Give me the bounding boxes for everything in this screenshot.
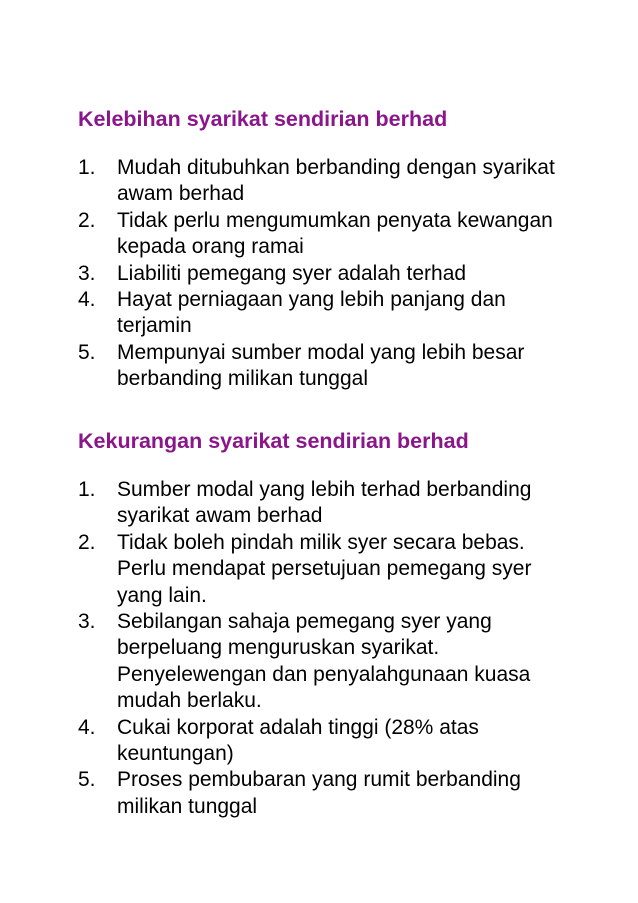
item-text: Liabiliti pemegang syer adalah terhad: [117, 261, 467, 285]
item-number: 2.: [78, 530, 96, 554]
list-item: [78, 155, 578, 208]
advantages-section: [78, 104, 578, 393]
item-text: Hayat perniagaan yang lebih panjang dan terjamin: [117, 288, 506, 338]
list-item: [78, 767, 578, 820]
item-text: Mudah ditubuhkan berbanding dengan syarikat awam berhad: [117, 156, 555, 206]
disadvantages-section: [78, 426, 578, 820]
item-number: 3.: [78, 261, 96, 285]
item-number: 5.: [78, 340, 96, 364]
item-text: Tidak perlu mengumumkan penyata kewangan kepada orang ramai: [117, 208, 553, 259]
advantages-heading: Kelebihan syarikat sendirian berhad: [78, 107, 448, 131]
list-item: [78, 287, 578, 340]
disadvantages-heading: Kekurangan syarikat sendirian berhad: [78, 429, 469, 453]
item-number: 4.: [78, 715, 96, 739]
item-number: 3.: [78, 610, 96, 634]
item-number: 2.: [78, 208, 96, 232]
item-number: 1.: [78, 478, 96, 501]
item-number: 5.: [78, 768, 96, 792]
disadvantages-list: [78, 477, 578, 820]
list-item: [78, 340, 578, 393]
item-text: Sumber modal yang lebih terhad berbanding syarikat awam berhad: [117, 478, 532, 528]
item-text: Tidak boleh pindah milik syer secara bebas. Perlu mendapat persetujuan pemegang syer yang lain.: [117, 530, 532, 607]
list-item: [78, 208, 578, 261]
item-text: Proses pembubaran yang rumit berbanding milikan tunggal: [117, 768, 521, 818]
item-text: Mempunyai sumber modal yang lebih besar berbanding milikan tunggal: [117, 340, 525, 391]
item-text: Cukai korporat adalah tinggi (28% atas keuntungan): [117, 715, 479, 766]
item-number: 4.: [78, 288, 96, 312]
list-item: [78, 715, 578, 768]
item-number: 1.: [78, 156, 96, 179]
item-text: Sebilangan sahaja pemegang syer yang berpeluang menguruskan syarikat. Penyelewengan dan penyalahgunaan kuasa mudah berlaku.: [117, 610, 531, 713]
list-item: [78, 477, 578, 530]
list-item: [78, 609, 578, 715]
list-item: [78, 261, 578, 287]
advantages-list: [78, 155, 578, 393]
list-item: [78, 530, 578, 609]
